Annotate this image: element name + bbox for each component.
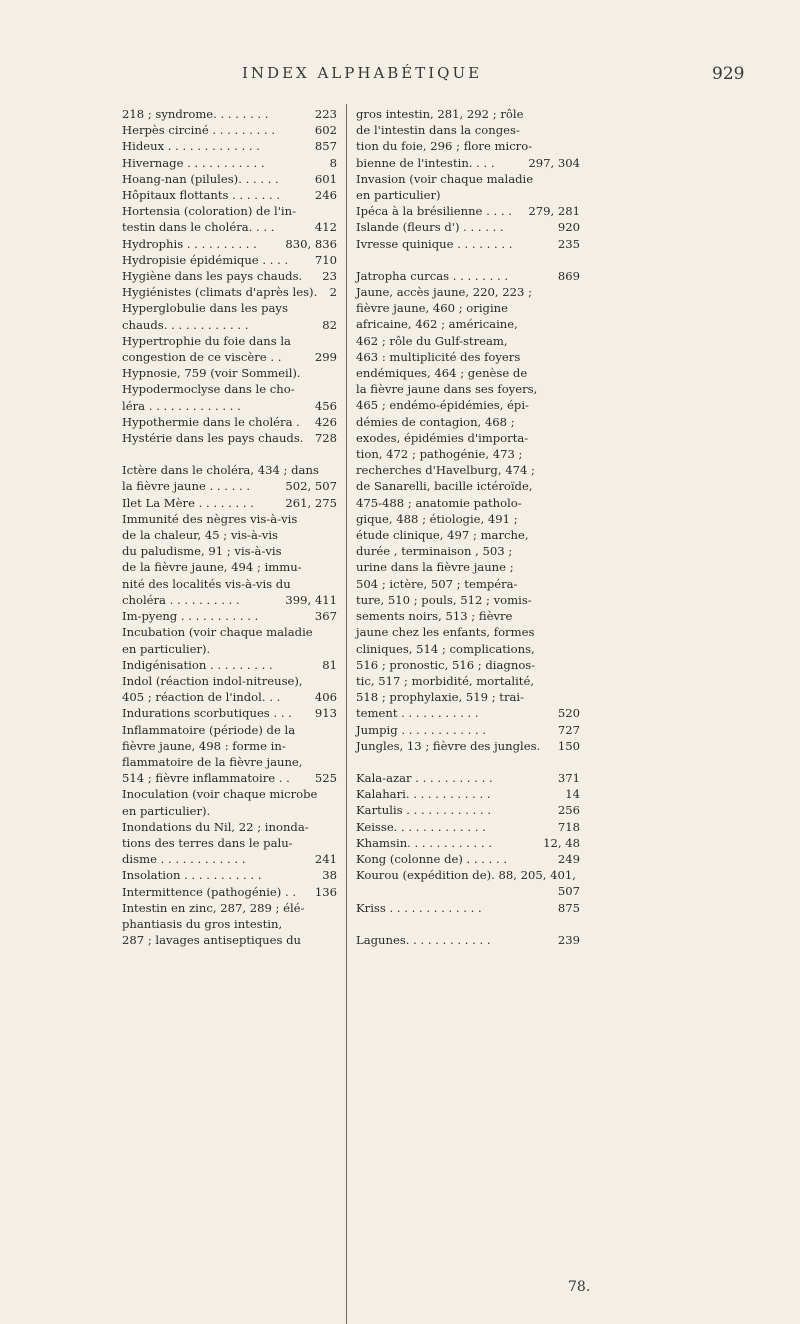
index-entry <box>356 430 580 446</box>
index-entry <box>122 851 337 867</box>
index-entry <box>122 932 337 948</box>
index-entry-text: tion, 472 ; pathogénie, 473 ; <box>356 447 523 462</box>
index-entry-text: fièvre jaune, 498 : forme in- <box>122 738 286 753</box>
index-entry-text: Jumpig . . . . . . . . . . . . <box>356 722 487 737</box>
index-entry-pages: 2 <box>329 285 337 300</box>
index-entry <box>356 883 580 899</box>
index-entry <box>122 624 337 640</box>
index-entry-text: tions des terres dans le palu- <box>122 835 293 850</box>
index-entry-text: Intermittence (pathogénie) . . <box>122 884 297 899</box>
index-entry-text: de la fièvre jaune, 494 ; immu- <box>122 560 302 575</box>
index-entry-text: Invasion (voir chaque maladie <box>356 171 534 186</box>
index-entry-pages: 857 <box>314 139 337 154</box>
index-entry-pages: 718 <box>557 819 580 834</box>
index-entry-text: la fièvre jaune dans ses foyers, <box>356 382 538 397</box>
index-entry-text: Hypothermie dans le choléra . <box>122 414 300 429</box>
index-entry-text: Lagunes. . . . . . . . . . . . <box>356 932 491 947</box>
index-entry <box>122 770 337 786</box>
index-entry-pages: 728 <box>314 431 337 446</box>
index-entry-text: Hideux . . . . . . . . . . . . . <box>122 139 260 154</box>
index-entry-text: 475-488 ; anatomie patholo- <box>356 495 522 510</box>
index-entry <box>356 300 580 316</box>
index-entry-pages: 412 <box>314 220 337 235</box>
index-entry-text: gique, 488 ; étiologie, 491 ; <box>356 511 518 526</box>
index-entry-pages: 241 <box>314 852 337 867</box>
index-entry-pages: 710 <box>314 252 337 267</box>
index-entry <box>122 495 337 511</box>
index-entry-text: africaine, 462 ; américaine, <box>356 317 518 332</box>
index-entry-text: de la chaleur, 45 ; vis-à-vis <box>122 528 279 543</box>
index-entry-text: Jatropha curcas . . . . . . . . <box>356 268 509 283</box>
index-entry-pages: 602 <box>314 123 337 138</box>
index-entry-text: 287 ; lavages antiseptiques du <box>122 933 302 948</box>
index-entry <box>122 187 337 203</box>
index-entry-text: testin dans le choléra. . . . <box>122 220 275 235</box>
index-entry-pages: 830, 836 <box>285 236 337 251</box>
index-entry-text: 462 ; rôle du Gulf-stream, <box>356 333 508 348</box>
index-entry-text: Intestin en zinc, 287, 289 ; élé- <box>122 900 305 915</box>
index-entry <box>356 641 580 657</box>
index-entry-text: démies de contagion, 468 ; <box>356 414 515 429</box>
index-entry <box>122 268 337 284</box>
index-entry-text: Indol (réaction indol-nitreuse), <box>122 673 303 688</box>
index-entry-text: de Sanarelli, bacille ictéroïde, <box>356 479 533 494</box>
index-entry <box>122 576 337 592</box>
index-entry-pages: 249 <box>557 851 580 866</box>
index-entry-pages: 520 <box>557 706 580 721</box>
index-entry-text: de l'intestin dans la conges- <box>356 123 520 138</box>
index-entry-text: Incubation (voir chaque maladie <box>122 625 313 640</box>
index-entry <box>122 252 337 268</box>
index-entry <box>122 203 337 219</box>
index-entry-text: Hortensia (coloration) de l'in- <box>122 204 296 219</box>
running-head: INDEX ALPHABÉTIQUE <box>242 64 483 82</box>
index-entry-text: fièvre jaune, 460 ; origine <box>356 301 508 316</box>
index-entry-text: 504 ; ictère, 507 ; tempéra- <box>356 576 518 591</box>
index-entry <box>356 219 580 235</box>
index-entry <box>356 397 580 413</box>
index-entry-pages: 456 <box>314 398 337 413</box>
index-entry <box>122 819 337 835</box>
index-entry-pages: 727 <box>557 722 580 737</box>
index-entry-text: Islande (fleurs d') . . . . . . <box>356 220 504 235</box>
index-entry-pages: 279, 281 <box>528 204 580 219</box>
index-entry-text: Hystérie dans les pays chauds. <box>122 431 304 446</box>
index-entry-pages: 235 <box>557 236 580 251</box>
index-entry <box>122 559 337 575</box>
index-entry <box>356 333 580 349</box>
index-entry <box>122 317 337 333</box>
index-entry-text: exodes, épidémies d'importa- <box>356 430 529 445</box>
index-entry-text: 465 ; endémo-épidémies, épi- <box>356 398 529 413</box>
index-entry <box>122 738 337 754</box>
index-entry <box>356 187 580 203</box>
index-entry-text: en particulier) <box>356 188 441 203</box>
index-entry <box>122 884 337 900</box>
index-entry <box>356 138 580 154</box>
index-entry-pages: 371 <box>557 770 580 785</box>
section-gap <box>122 446 337 462</box>
index-entry <box>122 430 337 446</box>
index-entry-text: recherches d'Havelburg, 474 ; <box>356 463 535 478</box>
index-entry <box>122 835 337 851</box>
index-entry <box>122 171 337 187</box>
index-entry <box>356 738 580 754</box>
index-column-right <box>356 106 580 948</box>
index-entry <box>356 462 580 478</box>
index-entry-text: Hôpitaux flottants . . . . . . . <box>122 188 281 203</box>
index-entry-text: Hyperglobulie dans les pays <box>122 301 288 316</box>
index-entry-pages: 869 <box>557 268 580 283</box>
index-entry-text: Jaune, accès jaune, 220, 223 ; <box>356 285 533 300</box>
index-entry <box>122 284 337 300</box>
index-entry-text: durée , terminaison , 503 ; <box>356 544 513 559</box>
index-entry <box>122 900 337 916</box>
index-entry-text: Indurations scorbutiques . . . <box>122 706 292 721</box>
index-entry <box>356 122 580 138</box>
index-entry <box>356 624 580 640</box>
page-number: 929 <box>712 64 745 84</box>
index-entry <box>122 381 337 397</box>
index-entry-text: Hydropisie épidémique . . . . <box>122 252 289 267</box>
index-entry-text: en particulier). <box>122 641 211 656</box>
index-entry-pages: 261, 275 <box>285 495 337 510</box>
index-entry <box>122 138 337 154</box>
index-entry-text: Inondations du Nil, 22 ; inonda- <box>122 819 309 834</box>
index-entry-pages: 246 <box>314 188 337 203</box>
index-entry <box>356 673 580 689</box>
index-entry-text: 518 ; prophylaxie, 519 ; trai- <box>356 690 525 705</box>
index-entry-text: Immunité des nègres vis-à-vis <box>122 511 298 526</box>
index-entry-pages: 913 <box>314 706 337 721</box>
index-entry-text: Ilet La Mère . . . . . . . . <box>122 495 254 510</box>
page-header <box>0 64 800 94</box>
index-entry-pages: 82 <box>322 317 337 332</box>
index-entry <box>356 478 580 494</box>
index-entry <box>356 802 580 818</box>
index-entry-text: Hypnosie, 759 (voir Sommeil). <box>122 366 301 381</box>
index-entry-pages: 502, 507 <box>285 479 337 494</box>
index-entry <box>122 462 337 478</box>
index-entry <box>122 754 337 770</box>
index-entry <box>356 900 580 916</box>
index-entry <box>356 155 580 171</box>
index-entry-text: Hypertrophie du foie dans la <box>122 333 291 348</box>
section-gap <box>356 916 580 932</box>
index-entry <box>122 722 337 738</box>
index-entry-text: nité des localités vis-à-vis du <box>122 576 291 591</box>
index-entry-text: Inflammatoire (période) de la <box>122 722 296 737</box>
index-entry <box>356 592 580 608</box>
index-entry <box>356 705 580 721</box>
index-entry <box>356 268 580 284</box>
index-entry-text: Indigénisation . . . . . . . . . <box>122 657 273 672</box>
index-entry-text: endémiques, 464 ; genèse de <box>356 366 528 381</box>
index-entry-text: Kriss . . . . . . . . . . . . . <box>356 900 482 915</box>
index-entry <box>356 365 580 381</box>
index-entry-text: congestion de ce viscère . . <box>122 350 282 365</box>
index-entry <box>122 414 337 430</box>
index-entry-text: cliniques, 514 ; complications, <box>356 641 535 656</box>
index-entry <box>356 722 580 738</box>
index-entry-text: Ivresse quinique . . . . . . . . <box>356 236 513 251</box>
index-entry <box>122 398 337 414</box>
index-entry <box>356 608 580 624</box>
index-entry <box>122 803 337 819</box>
index-entry <box>356 381 580 397</box>
index-entry-text: phantiasis du gros intestin, <box>122 916 283 931</box>
index-entry <box>122 300 337 316</box>
index-entry-text: 514 ; fièvre inflammatoire . . <box>122 771 290 786</box>
index-entry-text: Im-pyeng . . . . . . . . . . . <box>122 609 259 624</box>
index-entry-pages: 406 <box>314 690 337 705</box>
index-entry-pages: 81 <box>322 657 337 672</box>
index-entry-text: Hoang-nan (pilules). . . . . . <box>122 171 279 186</box>
index-entry <box>122 122 337 138</box>
index-entry-text: Hygiénistes (climats d'après les). <box>122 285 318 300</box>
index-entry-pages: 920 <box>557 220 580 235</box>
index-entry-pages: 8 <box>329 155 337 170</box>
index-entry-text: gros intestin, 281, 292 ; rôle <box>356 107 524 121</box>
index-entry <box>122 543 337 559</box>
index-entry-pages: 14 <box>565 787 580 802</box>
index-entry-text: disme . . . . . . . . . . . . <box>122 852 246 867</box>
index-entry-pages: 223 <box>314 107 337 121</box>
index-entry-text: sements noirs, 513 ; fièvre <box>356 609 513 624</box>
index-entry <box>122 786 337 802</box>
index-entry <box>356 446 580 462</box>
index-entry <box>356 819 580 835</box>
index-entry-pages: 297, 304 <box>528 155 580 170</box>
index-entry <box>356 106 580 122</box>
index-entry <box>356 284 580 300</box>
index-entry <box>122 219 337 235</box>
index-entry-text: Khamsin. . . . . . . . . . . . <box>356 835 492 850</box>
index-entry <box>122 511 337 527</box>
index-entry <box>122 106 337 122</box>
index-entry-text: Ipéca à la brésilienne . . . . <box>356 204 512 219</box>
index-entry <box>122 673 337 689</box>
index-entry <box>122 608 337 624</box>
index-entry <box>122 867 337 883</box>
index-entry <box>356 835 580 851</box>
index-entry <box>356 171 580 187</box>
index-entry-text: Ictère dans le choléra, 434 ; dans <box>122 463 319 478</box>
index-entry <box>356 576 580 592</box>
index-entry <box>122 333 337 349</box>
index-entry <box>356 867 580 883</box>
index-entry-pages: 38 <box>322 868 337 883</box>
index-entry <box>356 511 580 527</box>
index-entry <box>122 689 337 705</box>
index-entry-text: Kalahari. . . . . . . . . . . . <box>356 787 491 802</box>
index-entry-pages: 367 <box>314 609 337 624</box>
index-entry-text: Kong (colonne de) . . . . . . <box>356 851 508 866</box>
index-entry-text: Jungles, 13 ; fièvre des jungles. <box>356 738 541 753</box>
index-entry-text: flammatoire de la fièvre jaune, <box>122 754 303 769</box>
index-entry <box>122 641 337 657</box>
index-entry-text: 218 ; syndrome. . . . . . . . <box>122 107 269 121</box>
index-entry-text: chauds. . . . . . . . . . . . <box>122 317 249 332</box>
index-entry-text: Hygiène dans les pays chauds. <box>122 269 303 284</box>
index-entry-text: bienne de l'intestin. . . . <box>356 155 495 170</box>
index-entry <box>122 527 337 543</box>
index-entry-text: en particulier). <box>122 803 211 818</box>
index-entry-text: Inoculation (voir chaque microbe <box>122 787 318 802</box>
index-entry-text: la fièvre jaune . . . . . . <box>122 479 251 494</box>
index-entry-pages: 136 <box>314 884 337 899</box>
index-entry <box>356 316 580 332</box>
index-entry-text: Herpès circiné . . . . . . . . . <box>122 123 276 138</box>
index-entry <box>356 527 580 543</box>
index-entry-text: léra . . . . . . . . . . . . . <box>122 398 241 413</box>
index-entry-pages: 239 <box>557 932 580 947</box>
index-entry-text: choléra . . . . . . . . . . <box>122 592 240 607</box>
index-entry-text: Kartulis . . . . . . . . . . . . <box>356 803 492 818</box>
column-divider <box>346 104 347 1324</box>
index-entry-text: Keisse. . . . . . . . . . . . . <box>356 819 486 834</box>
index-entry <box>356 543 580 559</box>
index-entry-text: 516 ; pronostic, 516 ; diagnos- <box>356 657 536 672</box>
index-entry-text: Hivernage . . . . . . . . . . . <box>122 155 265 170</box>
index-entry <box>122 478 337 494</box>
index-entry-text: urine dans la fièvre jaune ; <box>356 560 514 575</box>
index-entry <box>356 786 580 802</box>
index-entry-text: 463 : multiplicité des foyers <box>356 349 521 364</box>
index-entry <box>356 349 580 365</box>
index-entry <box>122 592 337 608</box>
index-entry-text: étude clinique, 497 ; marche, <box>356 528 529 543</box>
index-entry-pages: 256 <box>557 803 580 818</box>
index-entry-text: du paludisme, 91 ; vis-à-vis <box>122 544 282 559</box>
index-entry <box>122 155 337 171</box>
index-entry-pages: 12, 48 <box>543 835 580 850</box>
index-entry <box>356 414 580 430</box>
index-entry-pages: 23 <box>322 269 337 284</box>
index-entry-text: ture, 510 ; pouls, 512 ; vomis- <box>356 592 532 607</box>
index-entry <box>356 657 580 673</box>
index-entry-pages: 507 <box>557 884 580 899</box>
index-entry <box>356 236 580 252</box>
index-column-left <box>122 106 337 948</box>
index-entry-text: Kourou (expédition de). 88, 205, 401, <box>356 868 576 883</box>
index-entry-pages: 525 <box>314 771 337 786</box>
index-entry-pages: 601 <box>314 171 337 186</box>
index-entry <box>356 851 580 867</box>
index-entry-text: tic, 517 ; morbidité, mortalité, <box>356 673 535 688</box>
index-entry <box>356 559 580 575</box>
index-entry-text: Kala-azar . . . . . . . . . . . <box>356 770 493 785</box>
index-entry-text: jaune chez les enfants, formes <box>356 625 535 640</box>
index-entry <box>122 349 337 365</box>
index-entry <box>356 770 580 786</box>
index-entry <box>356 932 580 948</box>
index-entry <box>356 495 580 511</box>
index-entry-pages: 299 <box>314 350 337 365</box>
signature-mark: 78. <box>568 1279 591 1295</box>
section-gap <box>356 252 580 268</box>
section-gap <box>356 754 580 770</box>
index-entry <box>356 689 580 705</box>
index-entry <box>122 236 337 252</box>
index-entry <box>122 657 337 673</box>
index-entry-pages: 426 <box>314 414 337 429</box>
index-entry <box>356 203 580 219</box>
index-entry-pages: 150 <box>557 738 580 753</box>
index-entry-pages: 875 <box>557 900 580 915</box>
index-entry-text: tion du foie, 296 ; flore micro- <box>356 139 533 154</box>
index-entry-text: tement . . . . . . . . . . . <box>356 706 479 721</box>
index-entry-pages: 399, 411 <box>285 592 337 607</box>
index-entry <box>122 705 337 721</box>
index-entry <box>122 365 337 381</box>
index-entry <box>122 916 337 932</box>
index-entry-text: Hydrophis . . . . . . . . . . <box>122 236 257 251</box>
index-entry-text: Hypodermoclyse dans le cho- <box>122 382 295 397</box>
index-entry-text: Insolation . . . . . . . . . . . <box>122 868 262 883</box>
index-entry-text: 405 ; réaction de l'indol. . . <box>122 690 281 705</box>
